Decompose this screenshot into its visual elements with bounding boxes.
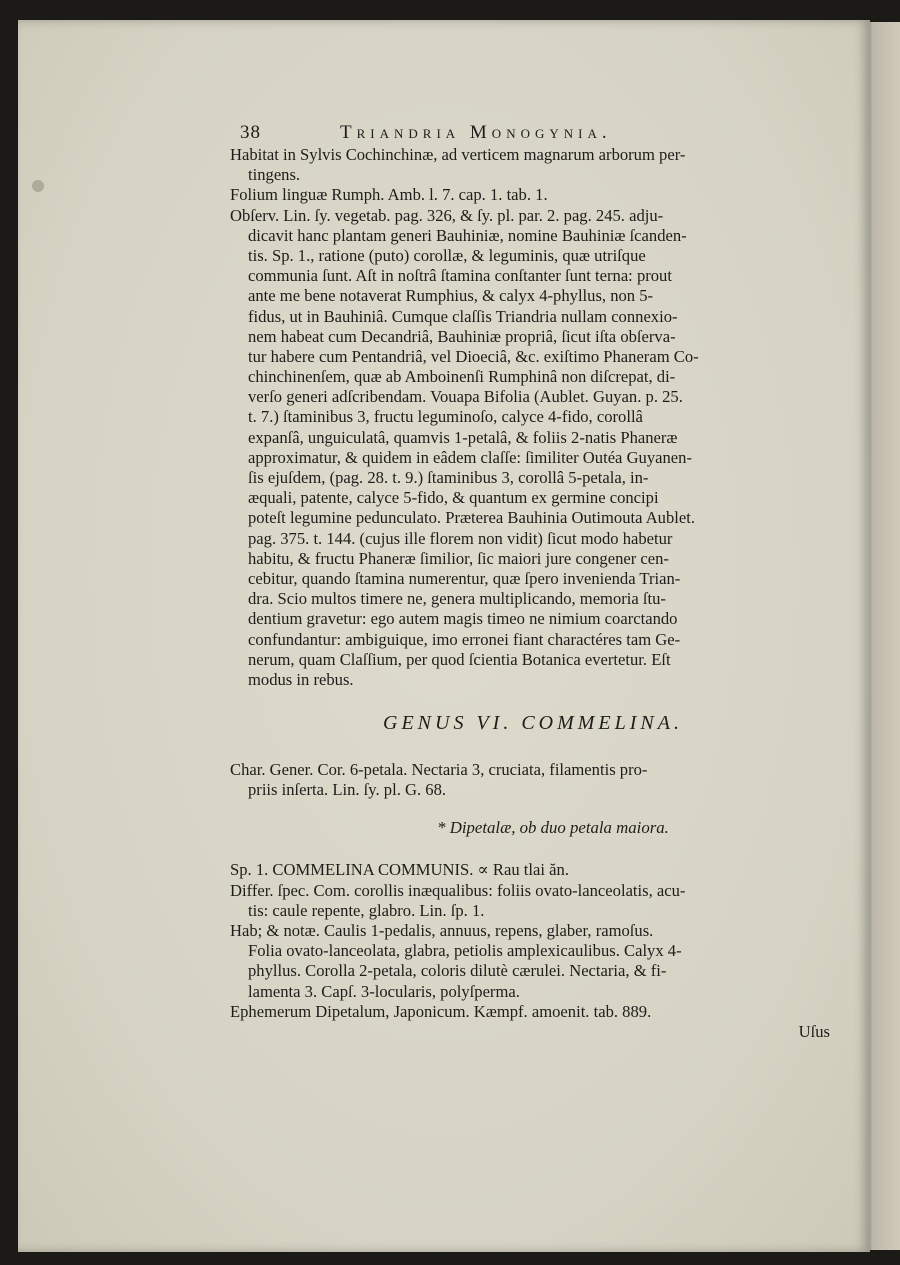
- text-line: Hab; & notæ. Caulis 1-pedalis, annuus, repens, glaber, ramoſus.: [230, 921, 654, 940]
- genus-heading: GENUS VI. COMMELINA.: [383, 712, 683, 735]
- running-title: Triandria Monogynia.: [340, 122, 612, 143]
- text-line: priis inſerta. Lin. ſy. pl. G. 68.: [248, 780, 447, 800]
- text-line: lamenta 3. Capſ. 3-locularis, polyſperma.: [248, 981, 520, 1001]
- text-line: Char. Gener. Cor. 6-petala. Nectaria 3, cruciata, filamentis pro-: [230, 760, 648, 780]
- text-line: æquali, patente, calyce 5-fido, & quantum ex germine concipi: [248, 488, 659, 508]
- text-line: Obſerv. Lin. ſy. vegetab. pag. 326, & ſy. pl. par. 2. pag. 245. adju-: [230, 205, 664, 225]
- text-line: tis. Sp. 1., ratione (puto) corollæ, & leguminis, quæ utriſque: [248, 245, 646, 265]
- text-line: fidus, ut in Bauhiniâ. Cumque claſſis Triandria nullam connexio-: [248, 306, 678, 326]
- text-line: Ephemerum Dipetalum, Japonicum. Kæmpf. amoenit. tab. 889.: [230, 1001, 652, 1021]
- text-line: Habitat in Sylvis Cochinchinæ, ad verticem magnarum arborum per-: [230, 145, 686, 164]
- page-body: [230, 145, 836, 1042]
- text-line: Sp. 1. COMMELINA COMMUNIS. ∝ Rau tlai ăn.: [230, 860, 569, 880]
- text-line: tingens.: [248, 165, 301, 185]
- text-line: Folia ovato-lanceolata, glabra, petiolis amplexicaulibus. Calyx 4-: [248, 941, 682, 961]
- text-line: expanſâ, unguiculatâ, quamvis 1-petalâ, & foliis 2-natis Phaneræ: [248, 427, 678, 447]
- text-line: t. 7.) ſtaminibus 3, fructu leguminoſo, calyce 4-fido, corollâ: [248, 407, 643, 427]
- species-paragraph: [230, 860, 836, 1042]
- page-header: [240, 120, 760, 146]
- text-line: tis: caule repente, glabro. Lin. ſp. 1.: [248, 900, 485, 920]
- text-line: chinchinenſem, quæ ab Amboinenſi Rumphinâ non diſcrepat, di-: [248, 367, 676, 387]
- character-paragraph: [230, 760, 836, 800]
- text-line: Differ. ſpec. Com. corollis inæqualibus: foliis ovato-lanceolatis, acu-: [230, 880, 686, 900]
- text-line: modus in rebus.: [248, 669, 354, 689]
- text-line: cebitur, quando ſtamina numerentur, quæ ſpero invenienda Trian-: [248, 568, 681, 588]
- text-line: habitu, & fructu Phaneræ ſimilior, ſic maiori jure congener cen-: [248, 548, 669, 568]
- text-line: verſo generi adſcribendam. Vouapa Bifolia (Aublet. Guyan. p. 25.: [248, 387, 683, 407]
- text-line: confundantur: ambiguique, imo erronei fiant charactéres tam Ge-: [248, 629, 681, 649]
- text-line: Folium linguæ Rumph. Amb. l. 7. cap. 1. tab. 1.: [230, 185, 548, 205]
- text-line: dra. Scio multos timere ne, genera multiplicando, memoria ſtu-: [248, 589, 666, 609]
- text-line: nerum, quam Claſſium, per quod ſcientia Botanica evertetur. Eſt: [248, 649, 671, 669]
- text-line: communia ſunt. Aſt in noſtrâ ſtamina conſtanter ſunt terna: prout: [248, 266, 672, 286]
- text-line: tur habere cum Pentandriâ, vel Dioeciâ, &c. exiſtimo Phaneram Co-: [248, 346, 699, 366]
- text-line: nem habeat cum Decandriâ, Bauhiniæ propriâ, ſicut iſta obſerva-: [248, 326, 676, 346]
- text-line: pag. 375. t. 144. (cujus ille florem non vidit) ſicut modo habetur: [248, 528, 673, 548]
- book-page: [18, 20, 870, 1252]
- text-line: ſis ejuſdem, (pag. 28. t. 9.) ſtaminibus 3, corollâ 5-petala, in-: [248, 468, 649, 487]
- text-line: phyllus. Corolla 2-petala, coloris dilutè cærulei. Nectaria, & fi-: [248, 961, 667, 981]
- dipetalae-note: * Dipetalæ, ob duo petala maiora.: [437, 818, 669, 838]
- text-line: dicavit hanc plantam generi Bauhiniæ, nomine Bauhiniæ ſcanden-: [248, 225, 687, 245]
- page-number: 38: [240, 122, 261, 143]
- text-line: dentium gravetur: ego autem magis timeo ne nimium coarctando: [248, 609, 678, 629]
- text-line: poteſt legumine pedunculato. Præterea Bauhinia Outimouta Aublet.: [248, 508, 696, 528]
- catchword: Uſus: [798, 1021, 830, 1041]
- text-line: ante me bene notaverat Rumphius, & calyx 4-phyllus, non 5-: [248, 286, 654, 306]
- text-line: approximatur, & quidem in eâdem claſſe: ſimiliter Outéa Guyanen-: [248, 447, 692, 467]
- habitat-paragraph: [230, 145, 836, 690]
- foxing-spot: [32, 180, 44, 192]
